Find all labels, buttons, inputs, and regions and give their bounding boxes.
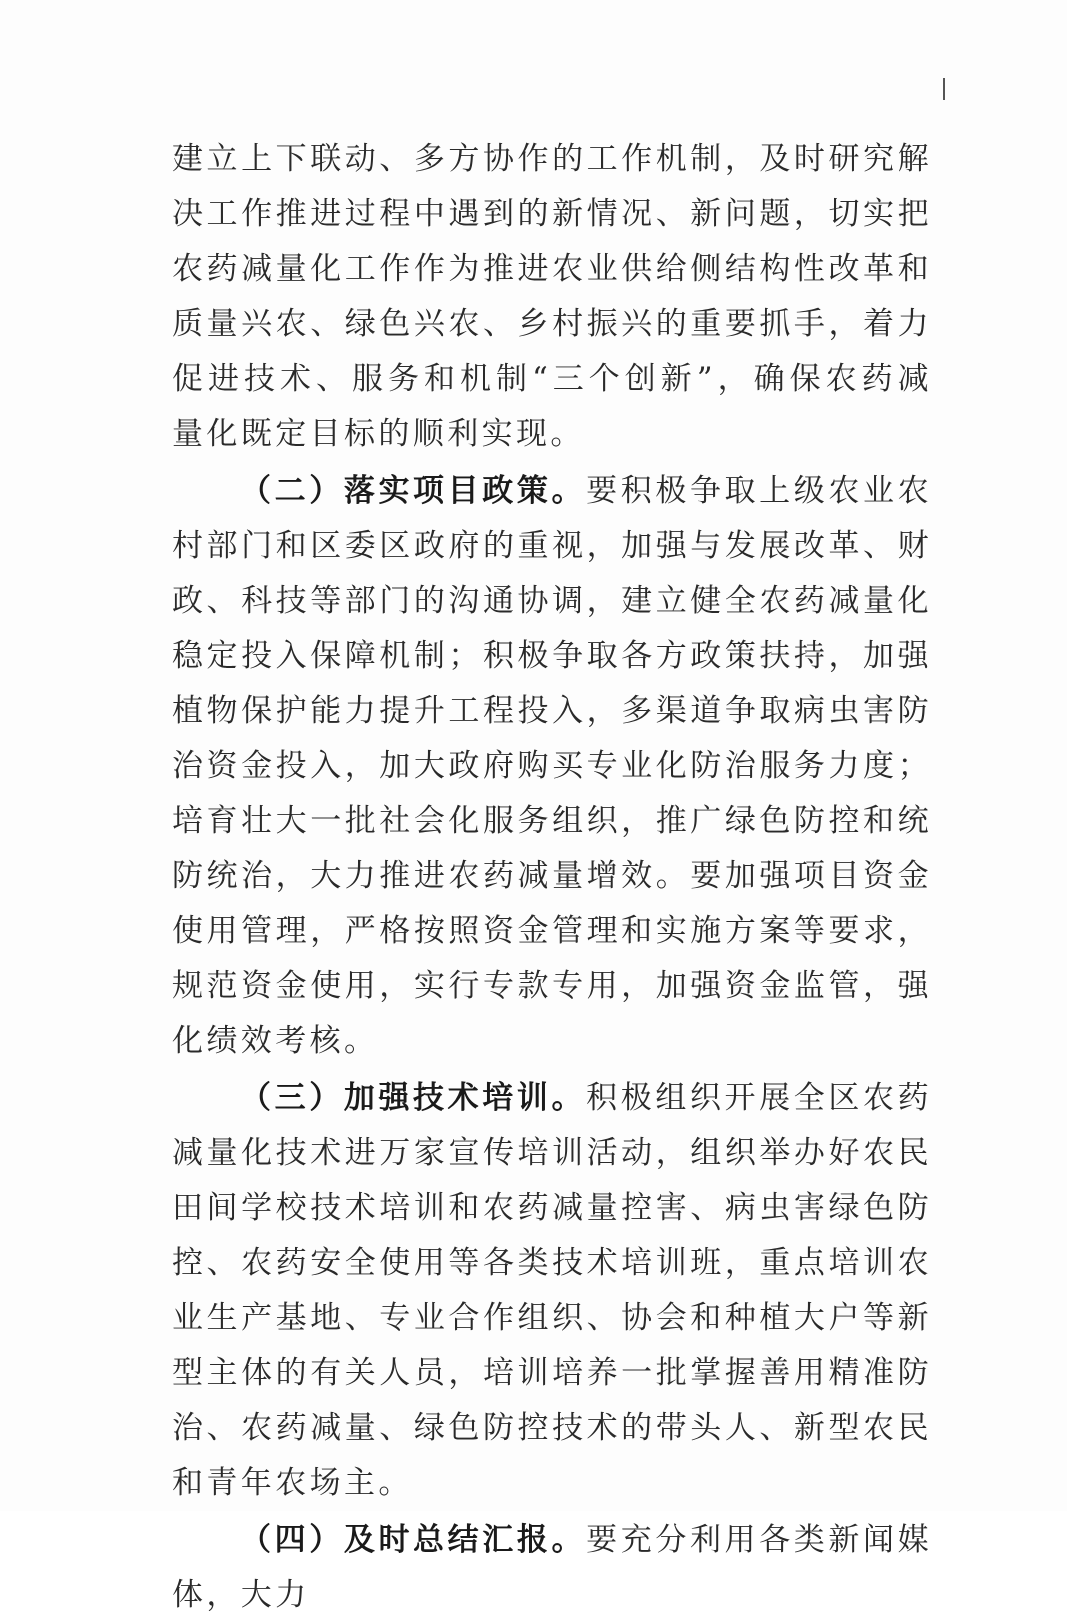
section-heading: （三）加强技术培训。: [240, 1080, 587, 1116]
paragraph-text: 要充分利用各类新闻媒体，大力: [172, 1522, 933, 1613]
paragraph-text: 建立上下联动、多方协作的工作机制，及时研究解决工作推进过程中遇到的新情况、新问题，切实把农药减量化工作作为推进农业供给侧结构性改革和质量兴农、绿色兴农、乡村振兴的重要抓手，着力促进技术、服务和机制“三个创新”，确保农药减量化既定目标的顺利实现。: [172, 141, 932, 452]
paragraph-section-3: [172, 1071, 932, 1511]
section-heading: （四）及时总结汇报。: [240, 1522, 587, 1558]
paragraph-text: 要积极争取上级农业农村部门和区委区政府的重视，加强与发展改革、财政、科技等部门的沟通协调，建立健全农药减量化稳定投入保障机制；积极争取各方政策扶持，加强植物保护能力提升工程投入，多渠道争取病虫害防治资金投入，加大政府购买专业化防治服务力度；培育壮大一批社会化服务组织，推广绿色防控和统防统治，大力推进农药减量增效。要加强项目资金使用管理，严格按照资金管理和实施方案等要求，规范资金使用，实行专款专用，加强资金监管，强化绩效考核。: [172, 473, 933, 1059]
document-body: [172, 132, 932, 1623]
paragraph-continuation: [172, 132, 932, 462]
page-edge-mark: [943, 78, 945, 100]
paragraph-section-2: [172, 464, 932, 1069]
paragraph-section-4: [172, 1513, 932, 1623]
paragraph-text: 积极组织开展全区农药减量化技术进万家宣传培训活动，组织举办好农民田间学校技术培训和农药减量控害、病虫害绿色防控、农药安全使用等各类技术培训班，重点培训农业生产基地、专业合作组织、协会和种植大户等新型主体的有关人员，培训培养一批掌握善用精准防治、农药减量、绿色防控技术的带头人、新型农民和青年农场主。: [172, 1080, 933, 1501]
section-heading: （二）落实项目政策。: [240, 473, 587, 509]
